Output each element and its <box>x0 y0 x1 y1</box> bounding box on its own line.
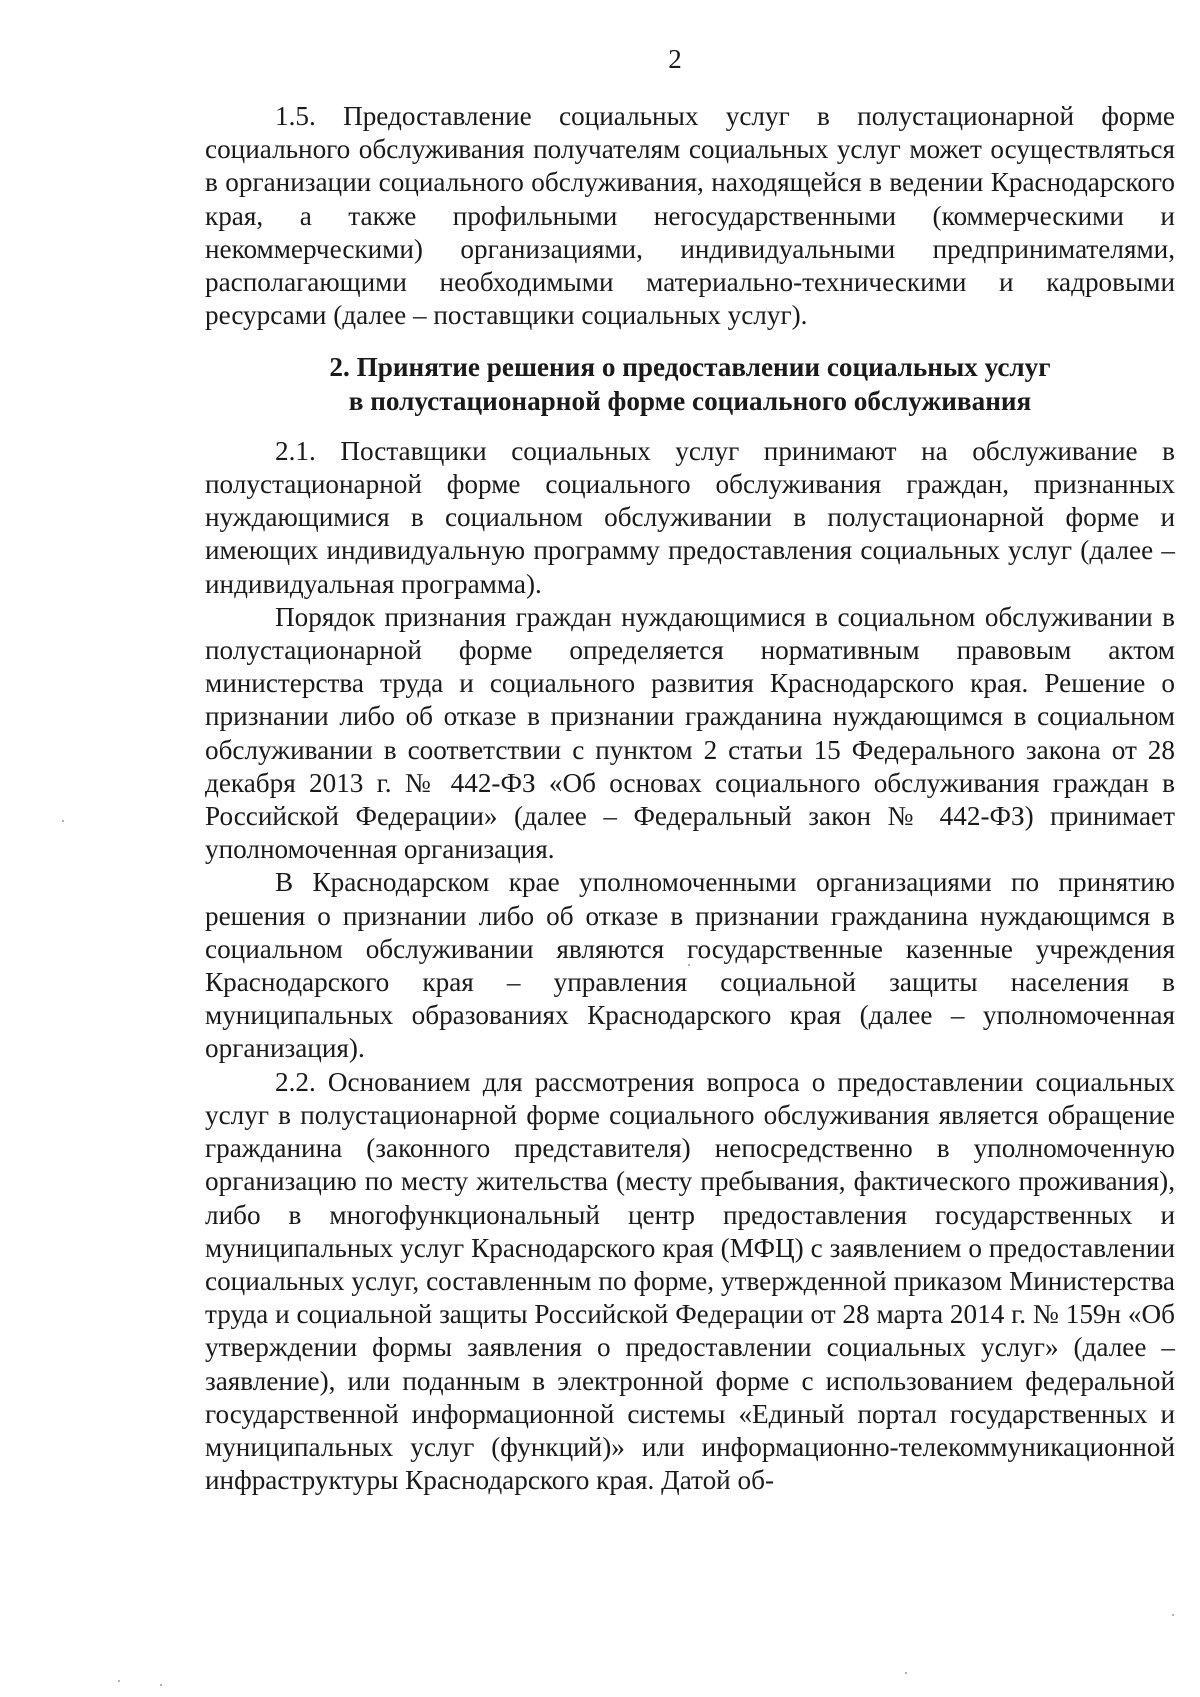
document-body <box>205 100 1175 1497</box>
scan-speck <box>905 1672 907 1674</box>
paragraph-recognition-procedure: Порядок признания граждан нуждающимися в социальном обслуживании в полустационарной форме определяется нормативным правовым актом министерства труда и социального развития Краснодарского края. Решение о признании либо об отказе в признании гражданина нуждающимся в социальном обслуживании в соответствии с пунктом 2 статьи 15 Федерального закона от 28 декабря 2013 г. № 442-ФЗ «Об основах социального обслуживания граждан в Российской Федерации» (далее – Федеральный закон № 442-ФЗ) принимает уполномоченная организация. <box>205 601 1175 865</box>
paragraph-authorized-organizations: В Краснодарском крае уполномоченными организациями по принятию решения о признании либо об отказе в признании гражданина нуждающимся в социальном обслуживании являются государственные казенные учреждения Краснодарского края – управления социальной защиты населения в муниципальных образованиях Краснодарского края (далее – уполномоченная организация). <box>205 867 1175 1064</box>
scan-speck <box>1172 1614 1174 1616</box>
paragraph-2-1: 2.1. Поставщики социальных услуг принимают на обслуживание в полустационарной форме социального обслуживания граждан, признанных нуждающимися в социальном обслуживании в полустационарной форме и имеющих индивидуальную программу предоставления социальных услуг (далее – индивидуальная программа). <box>205 435 1175 599</box>
page-number: 2 <box>668 44 682 74</box>
paragraph-1-5: 1.5. Предоставление социальных услуг в полустационарной форме социального обслуживания получателям социальных услуг может осуществляться в организации социального обслуживания, находящейся в ведении Краснодарского края, а также профильными негосударственными (коммерческими и некоммерческими) организациями, индивидуальными предпринимателями, располагающими необходимыми материально-техническими и кадровыми ресурсами (далее – поставщики социальных услуг). <box>205 101 1175 331</box>
section-2-heading-line-1: 2. Принятие решения о предоставлении социальных услуг <box>329 352 1051 383</box>
scan-speck <box>62 820 64 822</box>
section-2-heading <box>205 351 1175 417</box>
scan-speck <box>688 964 690 966</box>
scan-speck <box>160 1684 162 1686</box>
paragraph-2-2: 2.2. Основанием для рассмотрения вопроса о предоставлении социальных услуг в полустационарной форме социального обслуживания является обращение гражданина (законного представителя) непосредственно в уполномоченную организацию по месту жительства (месту пребывания, фактического проживания), либо в многофункциональный центр предоставления государственных и муниципальных услуг Краснодарского края (МФЦ) с заявлением о предоставлении социальных услуг, составленным по форме, утвержденной приказом Министерства труда и социальной защиты Российской Федерации от 28 марта 2014 г. № 159н «Об утверждении формы заявления о предоставлении социальных услуг» (далее – заявление), или поданным в электронной форме с использованием федеральной государственной информационной системы «Единый портал государственных и муниципальных услуг (функций)» или информационно-телекоммуникационной инфраструктуры Краснодарского края. Датой об- <box>205 1066 1175 1496</box>
section-2-heading-line-2: в полустационарной форме социального обслуживания <box>348 385 1032 416</box>
scan-speck <box>118 1680 120 1682</box>
